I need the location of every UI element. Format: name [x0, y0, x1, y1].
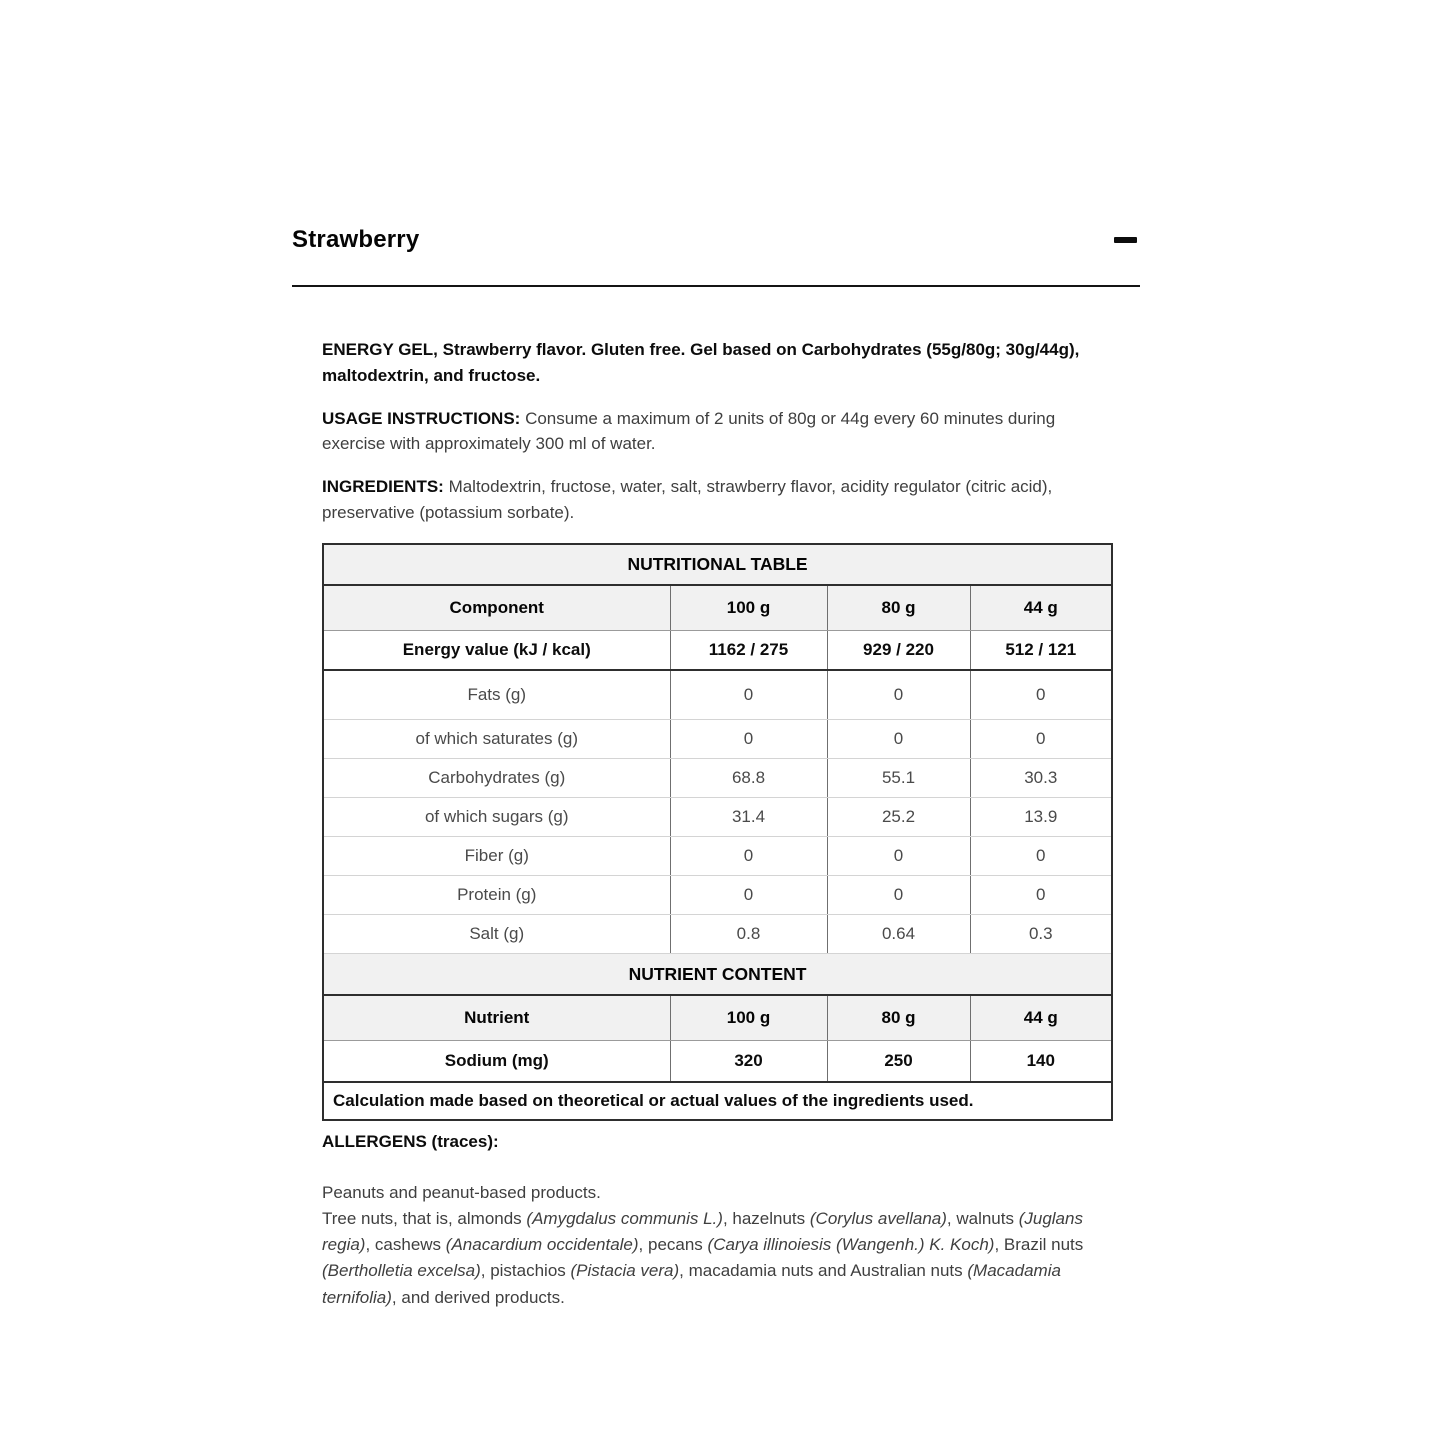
ingredients-label: INGREDIENTS: [322, 477, 444, 497]
row-value: 1162 / 275 [670, 631, 827, 670]
latin-name: (Pistacia vera) [570, 1261, 680, 1281]
row-value: 140 [970, 1041, 1112, 1082]
row-value: 30.3 [970, 759, 1112, 798]
row-value: 512 / 121 [970, 631, 1112, 670]
minus-icon[interactable] [1114, 237, 1137, 243]
column-header: 100 g [670, 585, 827, 631]
product-description: ENERGY GEL, Strawberry flavor. Gluten free. Gel based on Carbohydrates (55g/80g; 30g/44g), maltodextrin, and fructose. [322, 340, 1080, 385]
nutrient-content-title: NUTRIENT CONTENT [323, 954, 1112, 995]
allergen-text: , walnuts [946, 1208, 1019, 1228]
row-value: 320 [670, 1041, 827, 1082]
row-value: 0 [827, 720, 970, 759]
energy-value-row [323, 631, 1112, 670]
column-header: 80 g [827, 585, 970, 631]
allergen-text: , Brazil nuts [994, 1235, 1084, 1255]
usage-instructions [322, 406, 1111, 458]
table-footnote: Calculation made based on theoretical or actual values of the ingredients used. [323, 1082, 1112, 1120]
row-value: 55.1 [827, 759, 970, 798]
allergen-text: , cashews [365, 1235, 446, 1255]
ingredients [322, 474, 1111, 526]
nutrient-column-header-row [323, 995, 1112, 1041]
row-value: 68.8 [670, 759, 827, 798]
row-value: 0 [670, 837, 827, 876]
row-value: 0 [827, 670, 970, 720]
latin-name: (Carya illinoiesis (Wangenh.) K. Koch) [707, 1235, 995, 1255]
product-accordion-section [292, 226, 1140, 1311]
row-value: 0 [970, 720, 1112, 759]
accordion-header[interactable] [292, 226, 1140, 254]
table-row [323, 759, 1112, 798]
column-header-row [323, 585, 1112, 631]
row-label: Salt (g) [323, 915, 670, 954]
sodium-row [323, 1041, 1112, 1082]
row-value: 0 [670, 876, 827, 915]
column-header: 44 g [970, 585, 1112, 631]
row-value: 0 [970, 876, 1112, 915]
table-title-row [323, 544, 1112, 585]
row-label: Fats (g) [323, 670, 670, 720]
row-label: Sodium (mg) [444, 1051, 549, 1071]
column-header: 100 g [670, 995, 827, 1041]
row-value: 0 [670, 670, 827, 720]
row-value: 31.4 [670, 798, 827, 837]
column-header: Component [323, 585, 670, 631]
nutritional-table [322, 543, 1113, 1121]
row-label: Carbohydrates (g) [323, 759, 670, 798]
latin-name: (Corylus avellana) [809, 1208, 947, 1228]
header-divider [292, 285, 1140, 287]
row-value: 929 / 220 [827, 631, 970, 670]
table-row [323, 876, 1112, 915]
table-row [323, 670, 1112, 720]
row-label: of which sugars (g) [323, 798, 670, 837]
accordion-title[interactable]: Strawberry [292, 226, 420, 253]
row-value: 25.2 [827, 798, 970, 837]
latin-name: (Juglans regia) [322, 1208, 1083, 1255]
allergen-text: , pistachios [480, 1261, 571, 1281]
allergens-line2 [322, 1209, 1083, 1307]
column-header: 80 g [827, 995, 970, 1041]
column-header: 44 g [970, 995, 1112, 1041]
row-value: 0 [970, 837, 1112, 876]
row-label: Fiber (g) [323, 837, 670, 876]
table-row [323, 798, 1112, 837]
table-row [323, 837, 1112, 876]
row-label: of which saturates (g) [323, 720, 670, 759]
allergen-text: , macadamia nuts and Australian nuts [679, 1261, 968, 1281]
allergen-text: , pecans [638, 1235, 708, 1255]
allergens-text [322, 1180, 1111, 1311]
row-label: Protein (g) [323, 876, 670, 915]
row-value: 250 [827, 1041, 970, 1082]
latin-name: (Bertholletia excelsa) [322, 1261, 481, 1281]
row-value: 0 [670, 720, 827, 759]
column-header: Nutrient [323, 995, 670, 1041]
allergen-text: , and derived products. [391, 1287, 565, 1307]
table-row [323, 720, 1112, 759]
row-value: 0.64 [827, 915, 970, 954]
nutrient-content-title-row [323, 954, 1112, 995]
allergen-text: Tree nuts, that is, almonds [322, 1208, 527, 1228]
latin-name: (Macadamia ternifolia) [322, 1261, 1061, 1307]
accordion-content [292, 337, 1140, 1311]
ingredients-text: Maltodextrin, fructose, water, salt, strawberry flavor, acidity regulator (citric acid), preservative (potassium sorbate). [322, 477, 1053, 522]
row-value: 0 [827, 876, 970, 915]
row-value: 0.3 [970, 915, 1112, 954]
table-title: NUTRITIONAL TABLE [323, 544, 1112, 585]
table-footnote-row [323, 1082, 1112, 1120]
latin-name: (Amygdalus communis L.) [526, 1208, 723, 1228]
latin-name: (Anacardium occidentale) [445, 1235, 639, 1255]
row-value: 0 [827, 837, 970, 876]
row-value: 0 [970, 670, 1112, 720]
table-row [323, 915, 1112, 954]
allergen-text: , hazelnuts [722, 1208, 810, 1228]
row-value: 0.8 [670, 915, 827, 954]
usage-label: USAGE INSTRUCTIONS: [322, 408, 521, 428]
row-label: Energy value (kJ / kcal) [323, 631, 670, 670]
allergens-heading: ALLERGENS (traces): [322, 1131, 499, 1151]
allergens-line1: Peanuts and peanut-based products. [322, 1182, 601, 1202]
row-value: 13.9 [970, 798, 1112, 837]
usage-text: Consume a maximum of 2 units of 80g or 44g every 60 minutes during exercise with approximately 300 ml of water. [322, 408, 1056, 454]
